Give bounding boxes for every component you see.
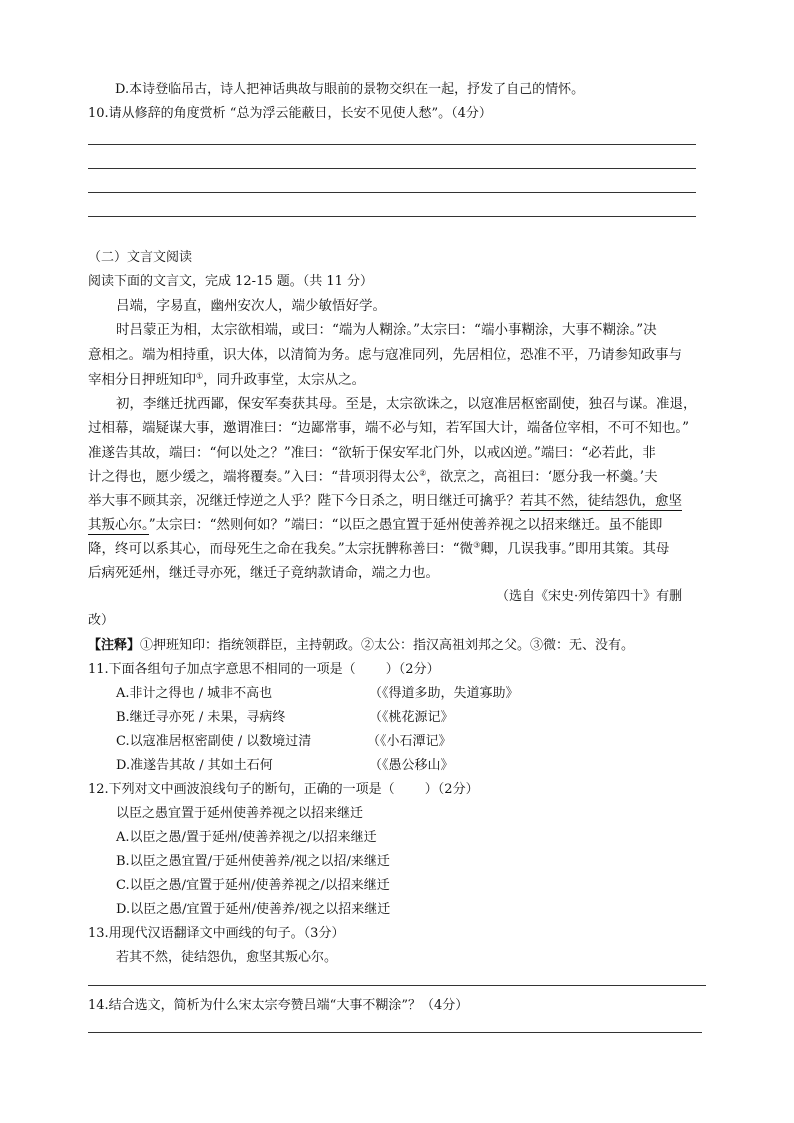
q12-option-a: A.以臣之愚/置于延州/使善养视之/以招来继迁 xyxy=(116,830,377,845)
q12-option-b: B.以臣之愚宜置/于延州使善养/视之以招/来继迁 xyxy=(116,854,390,869)
passage-line xyxy=(88,539,669,559)
passage-line xyxy=(88,515,662,535)
question-13: 13.用现代汉语翻译文中画线的句子。（3分） xyxy=(88,926,345,941)
passage-line xyxy=(88,491,682,511)
passage-text: 宰相分日押班知印 xyxy=(88,372,196,388)
question-12: 12.下列对文中画波浪线句子的断句，正确的一项是（ ）（2分） xyxy=(88,782,479,797)
question-10: 10.请从修辞的角度赏析 “总为浮云能蔽日，长安不见使人愁”。（4分） xyxy=(88,106,492,121)
passage-text: ”太宗曰：“然则何如？”端曰：“以臣之愚宜置于延州使善养视之以招来继迁。虽不能即 xyxy=(148,517,663,533)
passage-text: 降，终可以系其心，而母死生之命在我矣。”太宗抚髀称善曰：“微 xyxy=(88,541,474,557)
q11-option-b-source: （《桃花源记》 xyxy=(369,710,454,725)
answer-line[interactable] xyxy=(88,192,696,193)
passage-line: 意相之。端为相持重，识大体，以清简为务。虑与寇准同列，先居相位，恐准不平，乃请参知政事与 xyxy=(88,347,682,363)
q12-option-d: D.以臣之愚/宜置于延州/使善养/视之以招来继迁 xyxy=(116,902,391,917)
answer-line[interactable] xyxy=(88,144,696,145)
passage-line: 后病死延州，继迁寻亦死，继迁子竟纳款请命，端之力也。 xyxy=(88,565,439,581)
q9-option-d: D.本诗登临吊古，诗人把神话典故与眼前的景物交织在一起，抒发了自己的情怀。 xyxy=(115,82,585,97)
notes xyxy=(88,636,634,656)
underlined-sentence: 若其不然，徒结怨仇，愈坚 xyxy=(520,493,682,509)
note-marker-1: ① xyxy=(196,371,204,381)
q11-option-c: C.以寇准居枢密副使 / 以数境过清 xyxy=(116,734,312,749)
notes-text: ①押班知印：指统领群臣，主持朝政。②太公：指汉高祖刘邦之父。③微：无、没有。 xyxy=(140,638,635,653)
note-marker-2: ② xyxy=(419,468,427,478)
answer-line[interactable] xyxy=(88,1032,702,1033)
passage-paragraph-1: 吕端，字易直，幽州安次人，端少敏悟好学。 xyxy=(116,298,386,314)
note-marker-3: ③ xyxy=(473,540,481,550)
passage-text: 计之得也，愿少缓之，端将覆奏。”入曰：“昔项羽得太公 xyxy=(88,469,420,485)
source-citation-cont: 改） xyxy=(88,613,115,628)
q11-option-b: B.继迁寻亦死 / 未果，寻病终 xyxy=(116,710,286,725)
q11-option-a: A.非计之得也 / 城非不高也 xyxy=(116,686,273,701)
q12-sentence: 以臣之愚宜置于延州使善养视之以招来继迁 xyxy=(116,806,364,821)
passage-line: 过相幕，端疑谋大事，邀谓准曰：“边鄙常事，端不必与知，若军国大计，端备位宰相，不可不知也。” xyxy=(88,420,690,436)
q11-option-c-source: （《小石潭记》 xyxy=(367,734,452,749)
passage-text: 举大事不顾其亲，况继迁悖逆之人乎？陛下今日杀之，明日继迁可擒乎？ xyxy=(88,493,520,509)
q13-sentence: 若其不然，徒结怨仇，愈坚其叛心尔。 xyxy=(116,950,338,965)
answer-line[interactable] xyxy=(88,985,706,986)
passage-line xyxy=(88,467,658,487)
underlined-sentence: 其叛心尔。 xyxy=(88,517,149,533)
q12-option-c: C.以臣之愚/宜置于延州/使善养视之/以招来继迁 xyxy=(116,878,390,893)
notes-label: 【注释】 xyxy=(88,638,141,653)
answer-line[interactable] xyxy=(88,216,696,217)
question-11: 11.下面各组句子加点字意思不相同的一项是（ ）（2分） xyxy=(88,662,440,677)
passage-line: 准遂告其故，端曰：“何以处之？”准曰：“欲斩于保安军北门外，以戒凶逆。”端曰：“必若此，非 xyxy=(88,445,656,461)
passage-line: 时吕蒙正为相，太宗欲相端，或曰：“端为人糊涂。”太宗曰：“端小事糊涂，大事不糊涂。”决 xyxy=(116,322,657,338)
passage-line: 初，李继迁扰西鄙，保安军奏获其母。至是，太宗欲诛之，以寇准居枢密副使，独召与谋。准退， xyxy=(116,396,697,412)
q11-option-d-source: （《愚公移山》 xyxy=(369,758,454,773)
section-instruction: 阅读下面的文言文，完成 12-15 题。（共 11 分） xyxy=(88,274,374,289)
passage-line xyxy=(88,370,365,390)
passage-text: ，同升政事堂，太宗从之。 xyxy=(203,372,366,388)
passage-text: ，欲烹之，高祖曰：‘愿分我一杯羹。’夫 xyxy=(426,469,658,485)
q11-option-a-source: （《得道多助，失道寡助》 xyxy=(369,686,519,701)
question-14: 14.结合选文，简析为什么宋太宗夸赞吕端“大事不糊涂”？（4分） xyxy=(88,998,469,1013)
q11-option-d: D.准遂告其故 / 其如土石何 xyxy=(116,758,273,773)
source-citation: （选自《宋史·列传第四十》有删 xyxy=(496,589,683,604)
passage-text: 卿，几误我事。”即用其策。其母 xyxy=(480,541,670,557)
answer-line[interactable] xyxy=(88,168,696,169)
section-title: （二）文言文阅读 xyxy=(88,250,193,265)
